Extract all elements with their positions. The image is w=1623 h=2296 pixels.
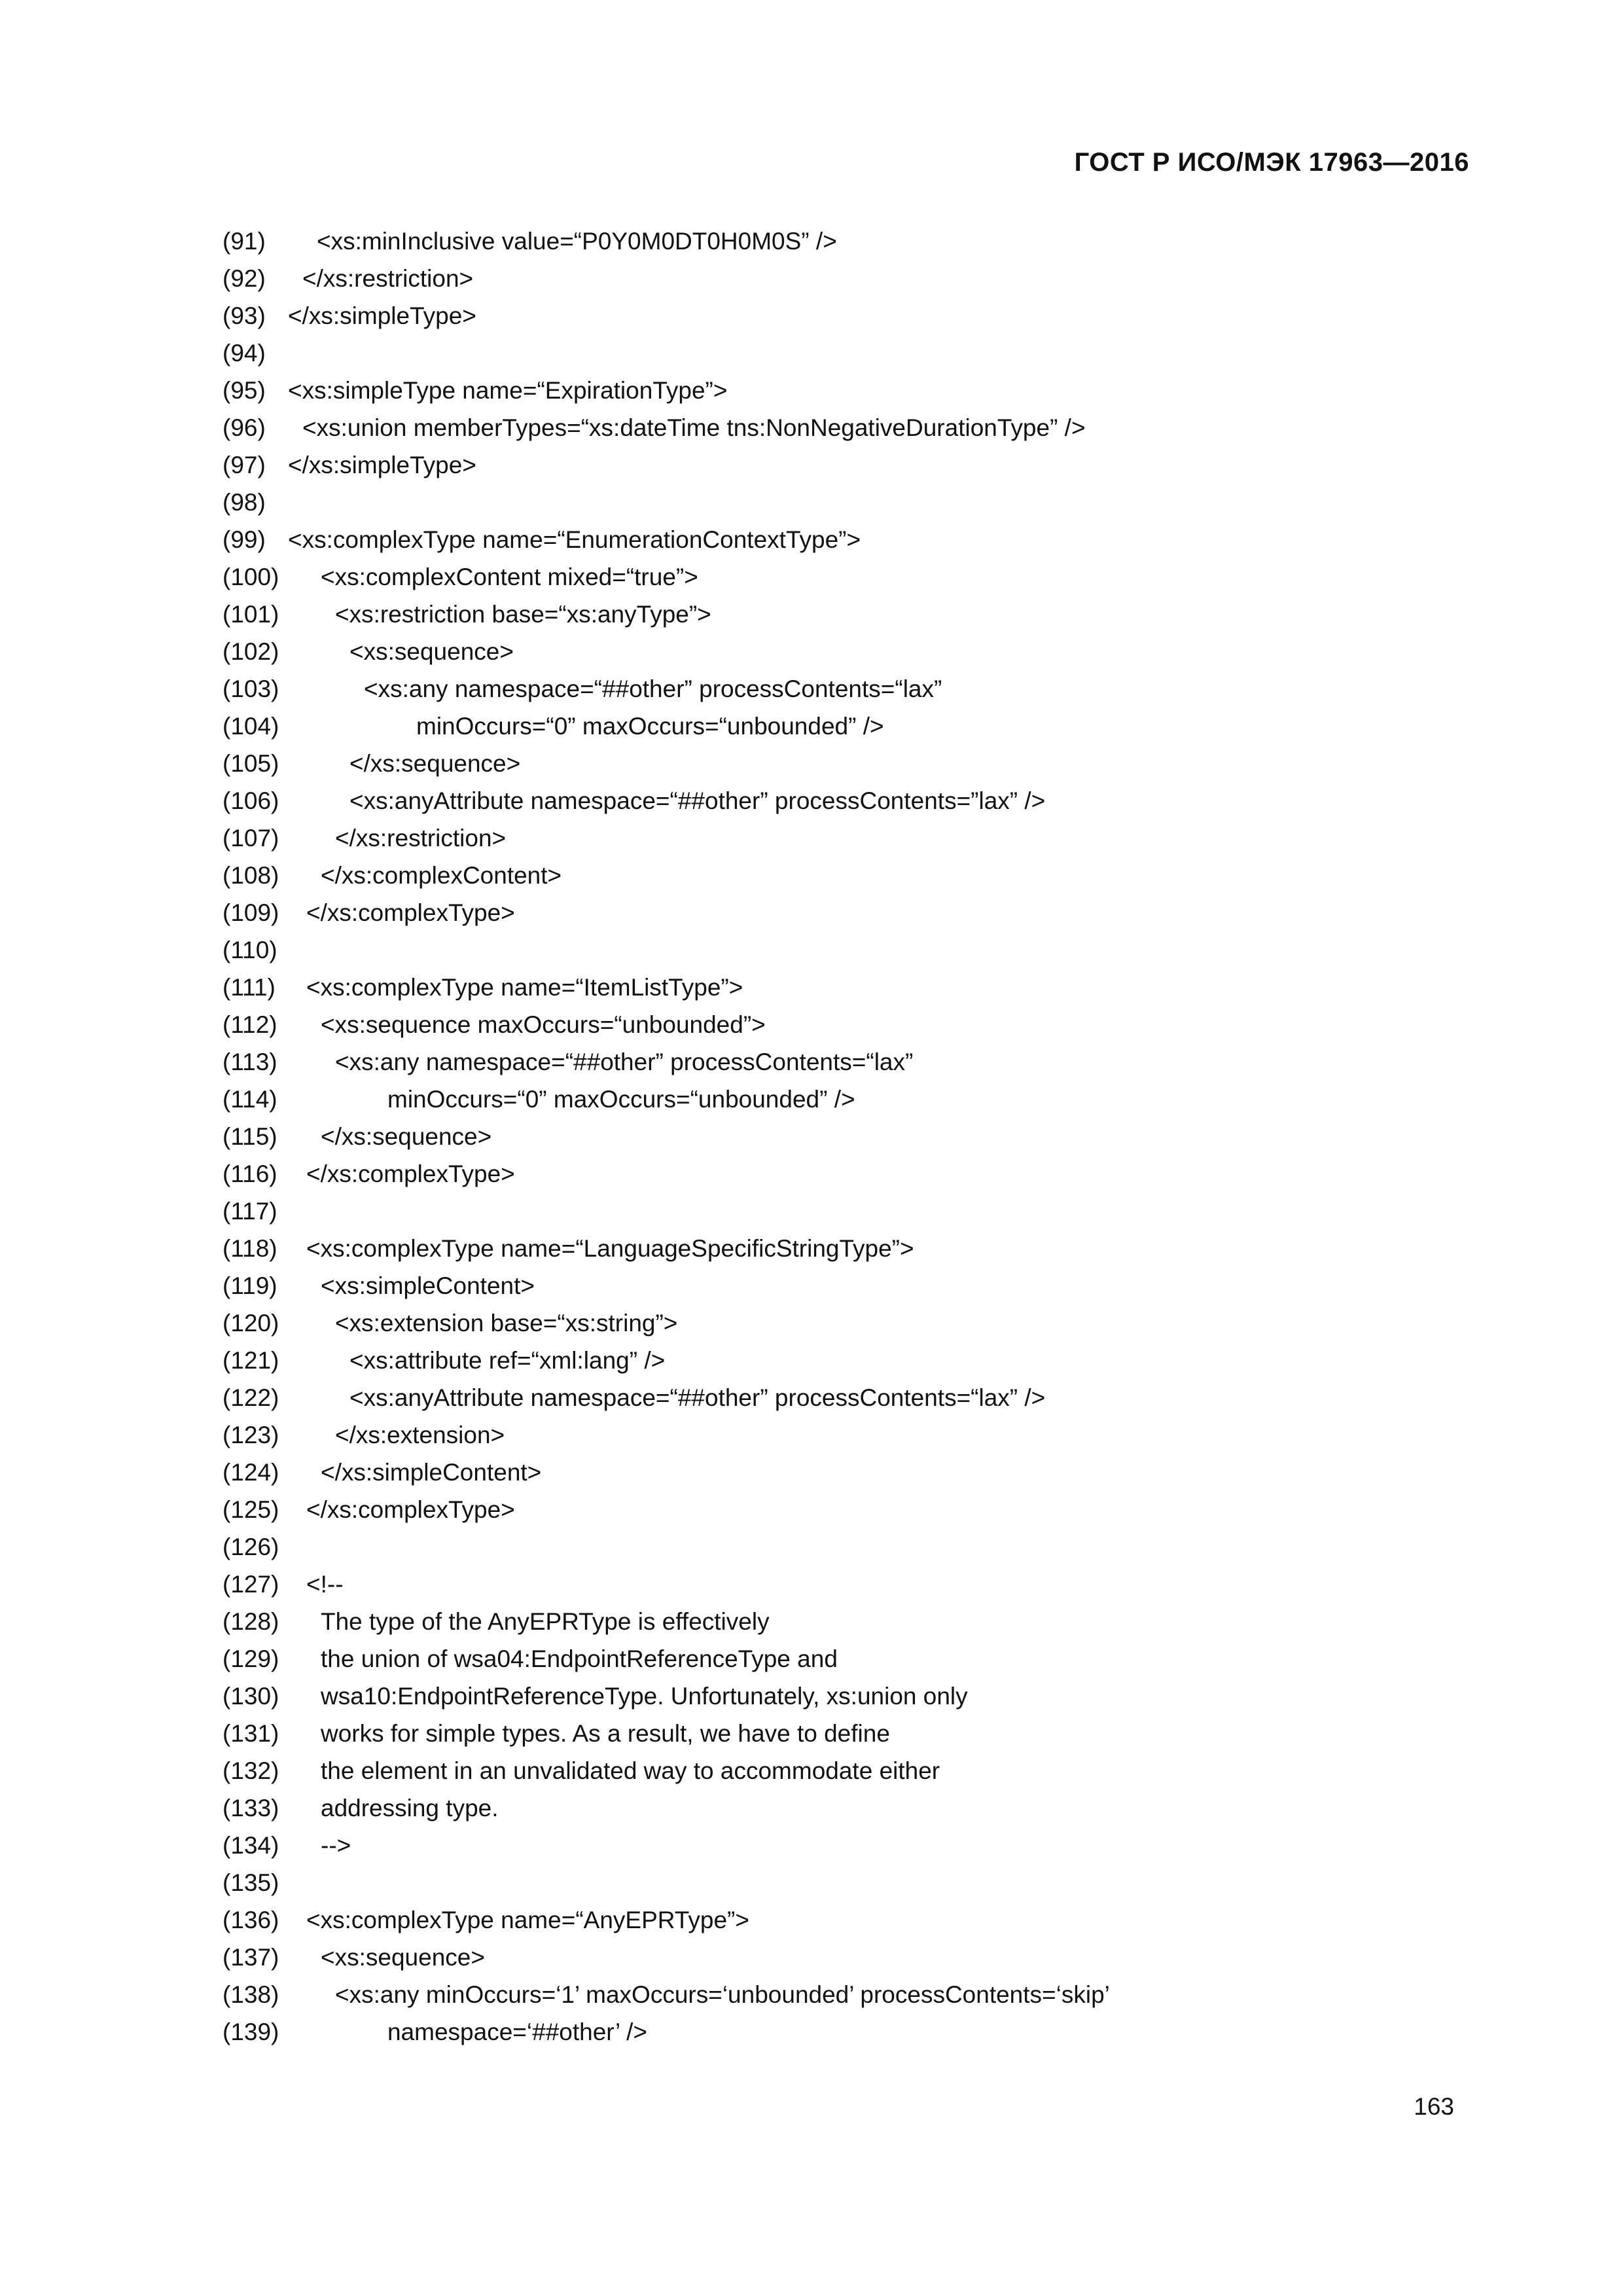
code-line: [223, 1901, 1469, 1939]
code-line: [223, 1603, 1469, 1640]
code-line: [223, 969, 1469, 1006]
code-line: [223, 1715, 1469, 1752]
code-line: [223, 1454, 1469, 1491]
code-line: [223, 1155, 1469, 1193]
line-number: (129): [223, 1645, 279, 1672]
code-line: [223, 446, 1469, 484]
line-number: (139): [223, 2018, 279, 2045]
code-line: [223, 931, 1469, 969]
line-text: <xs:restriction base=“xs:anyType”>: [335, 601, 711, 628]
code-line: [223, 2013, 1469, 2051]
code-line: [223, 1640, 1469, 1677]
line-number: (104): [223, 713, 279, 740]
page-number: 163: [1414, 2093, 1454, 2120]
code-line: [223, 1006, 1469, 1043]
line-text: <xs:attribute ref=“xml:lang” />: [349, 1347, 666, 1374]
code-line: [223, 223, 1469, 260]
line-text: <xs:complexType name=“ItemListType”>: [306, 974, 743, 1001]
code-line: [223, 1043, 1469, 1081]
line-number: (111): [223, 974, 276, 1001]
line-text: </xs:complexType>: [306, 1496, 515, 1523]
line-number: (105): [223, 750, 279, 777]
code-line: [223, 297, 1469, 334]
line-text: <xs:anyAttribute namespace=“##other” processContents=“lax” />: [349, 1384, 1046, 1411]
line-number: (137): [223, 1944, 279, 1971]
line-text: <xs:anyAttribute namespace=“##other” processContents=”lax” />: [349, 787, 1046, 814]
line-number: (134): [223, 1832, 279, 1859]
code-line: [223, 819, 1469, 857]
line-number: (131): [223, 1720, 279, 1747]
line-text: <xs:complexType name=“LanguageSpecificStringType”>: [306, 1235, 914, 1262]
line-number: (130): [223, 1683, 279, 1710]
line-number: (113): [223, 1049, 277, 1075]
line-number: (95): [223, 377, 266, 404]
line-text: </xs:simpleType>: [288, 452, 476, 478]
code-line: [223, 1081, 1469, 1118]
line-number: (100): [223, 564, 279, 590]
line-text: </xs:complexType>: [306, 1160, 515, 1187]
line-number: (103): [223, 675, 279, 702]
line-text: <xs:any namespace=“##other” processContents=“lax”: [364, 675, 942, 702]
line-number: (108): [223, 862, 279, 889]
line-text: <xs:sequence>: [321, 1944, 485, 1971]
code-line: [223, 1864, 1469, 1901]
line-text: <xs:any namespace=“##other” processContents=“lax”: [335, 1049, 914, 1075]
line-number: (116): [223, 1160, 277, 1187]
line-number: (124): [223, 1459, 279, 1486]
document-header: ГОСТ Р ИСО/МЭК 17963—2016: [1074, 148, 1469, 177]
code-line: [223, 596, 1469, 633]
line-text: </xs:simpleType>: [288, 302, 476, 329]
line-number: (122): [223, 1384, 279, 1411]
code-line: [223, 1789, 1469, 1827]
code-line: [223, 558, 1469, 596]
line-number: (92): [223, 265, 266, 292]
line-number: (117): [223, 1198, 277, 1225]
code-line: [223, 484, 1469, 521]
line-number: (128): [223, 1608, 279, 1635]
line-text: <xs:simpleContent>: [321, 1272, 535, 1299]
line-number: (125): [223, 1496, 279, 1523]
code-line: [223, 1528, 1469, 1566]
code-line: [223, 521, 1469, 558]
line-number: (135): [223, 1869, 279, 1896]
code-line: [223, 670, 1469, 708]
line-number: (109): [223, 899, 279, 926]
line-text: </xs:sequence>: [349, 750, 521, 777]
line-text: </xs:complexType>: [306, 899, 515, 926]
code-line: [223, 1416, 1469, 1454]
code-line: [223, 1379, 1469, 1416]
code-line: [223, 1491, 1469, 1528]
line-number: (96): [223, 414, 266, 441]
line-text: <xs:sequence maxOccurs=“unbounded”>: [321, 1011, 766, 1038]
line-number: (107): [223, 825, 279, 852]
line-text: works for simple types. As a result, we have to define: [321, 1720, 890, 1747]
line-text: wsa10:EndpointReferenceType. Unfortunately, xs:union only: [321, 1683, 968, 1710]
line-number: (93): [223, 302, 266, 329]
line-number: (110): [223, 937, 277, 963]
line-text: <xs:complexContent mixed=“true”>: [321, 564, 698, 590]
code-line: [223, 372, 1469, 409]
code-line: [223, 1193, 1469, 1230]
line-text: </xs:restriction>: [302, 265, 474, 292]
line-number: (132): [223, 1757, 279, 1784]
code-line: [223, 894, 1469, 931]
line-number: (114): [223, 1086, 277, 1113]
code-line: [223, 745, 1469, 782]
line-number: (120): [223, 1310, 279, 1336]
line-number: (97): [223, 452, 266, 478]
code-line: [223, 708, 1469, 745]
line-number: (136): [223, 1907, 279, 1933]
line-number: (102): [223, 638, 279, 665]
code-line: [223, 1827, 1469, 1864]
code-line: [223, 782, 1469, 819]
line-number: (98): [223, 489, 266, 516]
line-text: </xs:simpleContent>: [321, 1459, 542, 1486]
line-number: (101): [223, 601, 279, 628]
code-line: [223, 1677, 1469, 1715]
line-text: <xs:any minOccurs=‘1’ maxOccurs=‘unbounded’ processContents=‘skip’: [335, 1981, 1110, 2008]
line-text: </xs:sequence>: [321, 1123, 492, 1150]
line-number: (99): [223, 526, 266, 553]
code-line: [223, 1342, 1469, 1379]
code-line: [223, 857, 1469, 894]
line-text: The type of the AnyEPRType is effectively: [321, 1608, 770, 1635]
line-text: <xs:minInclusive value=“P0Y0M0DT0H0M0S” />: [317, 228, 837, 255]
line-text: the union of wsa04:EndpointReferenceType and: [321, 1645, 838, 1672]
code-line: [223, 1304, 1469, 1342]
code-line: [223, 1118, 1469, 1155]
line-number: (91): [223, 228, 266, 255]
line-number: (119): [223, 1272, 277, 1299]
code-line: [223, 1230, 1469, 1267]
line-text: </xs:restriction>: [335, 825, 507, 852]
code-line: [223, 1752, 1469, 1789]
code-line: [223, 1267, 1469, 1304]
line-number: (138): [223, 1981, 279, 2008]
code-line: [223, 1566, 1469, 1603]
line-number: (133): [223, 1795, 279, 1821]
line-text: <xs:complexType name=“EnumerationContextType”>: [288, 526, 861, 553]
line-text: namespace=‘##other’ />: [387, 2018, 647, 2045]
line-text: -->: [321, 1832, 351, 1859]
code-line: [223, 1939, 1469, 1976]
line-number: (126): [223, 1534, 279, 1560]
line-number: (94): [223, 340, 266, 367]
line-text: </xs:extension>: [335, 1422, 505, 1448]
line-number: (127): [223, 1571, 279, 1598]
code-listing: [223, 223, 1469, 2051]
line-number: (112): [223, 1011, 277, 1038]
line-number: (106): [223, 787, 279, 814]
line-text: <xs:simpleType name=“ExpirationType”>: [288, 377, 728, 404]
code-line: [223, 334, 1469, 372]
line-number: (115): [223, 1123, 277, 1150]
line-text: addressing type.: [321, 1795, 499, 1821]
line-number: (118): [223, 1235, 277, 1262]
code-line: [223, 633, 1469, 670]
code-line: [223, 409, 1469, 446]
line-text: <xs:sequence>: [349, 638, 514, 665]
code-line: [223, 1976, 1469, 2013]
line-text: <!--: [306, 1571, 344, 1598]
line-text: </xs:complexContent>: [321, 862, 562, 889]
line-text: <xs:union memberTypes=“xs:dateTime tns:NonNegativeDurationType” />: [302, 414, 1086, 441]
line-text: minOccurs=“0” maxOccurs=“unbounded” />: [387, 1086, 855, 1113]
line-text: <xs:extension base=“xs:string”>: [335, 1310, 678, 1336]
line-number: (123): [223, 1422, 279, 1448]
line-text: minOccurs=“0” maxOccurs=“unbounded” />: [416, 713, 884, 740]
line-text: the element in an unvalidated way to accommodate either: [321, 1757, 940, 1784]
code-line: [223, 260, 1469, 297]
line-number: (121): [223, 1347, 279, 1374]
line-text: <xs:complexType name=“AnyEPRType”>: [306, 1907, 749, 1933]
